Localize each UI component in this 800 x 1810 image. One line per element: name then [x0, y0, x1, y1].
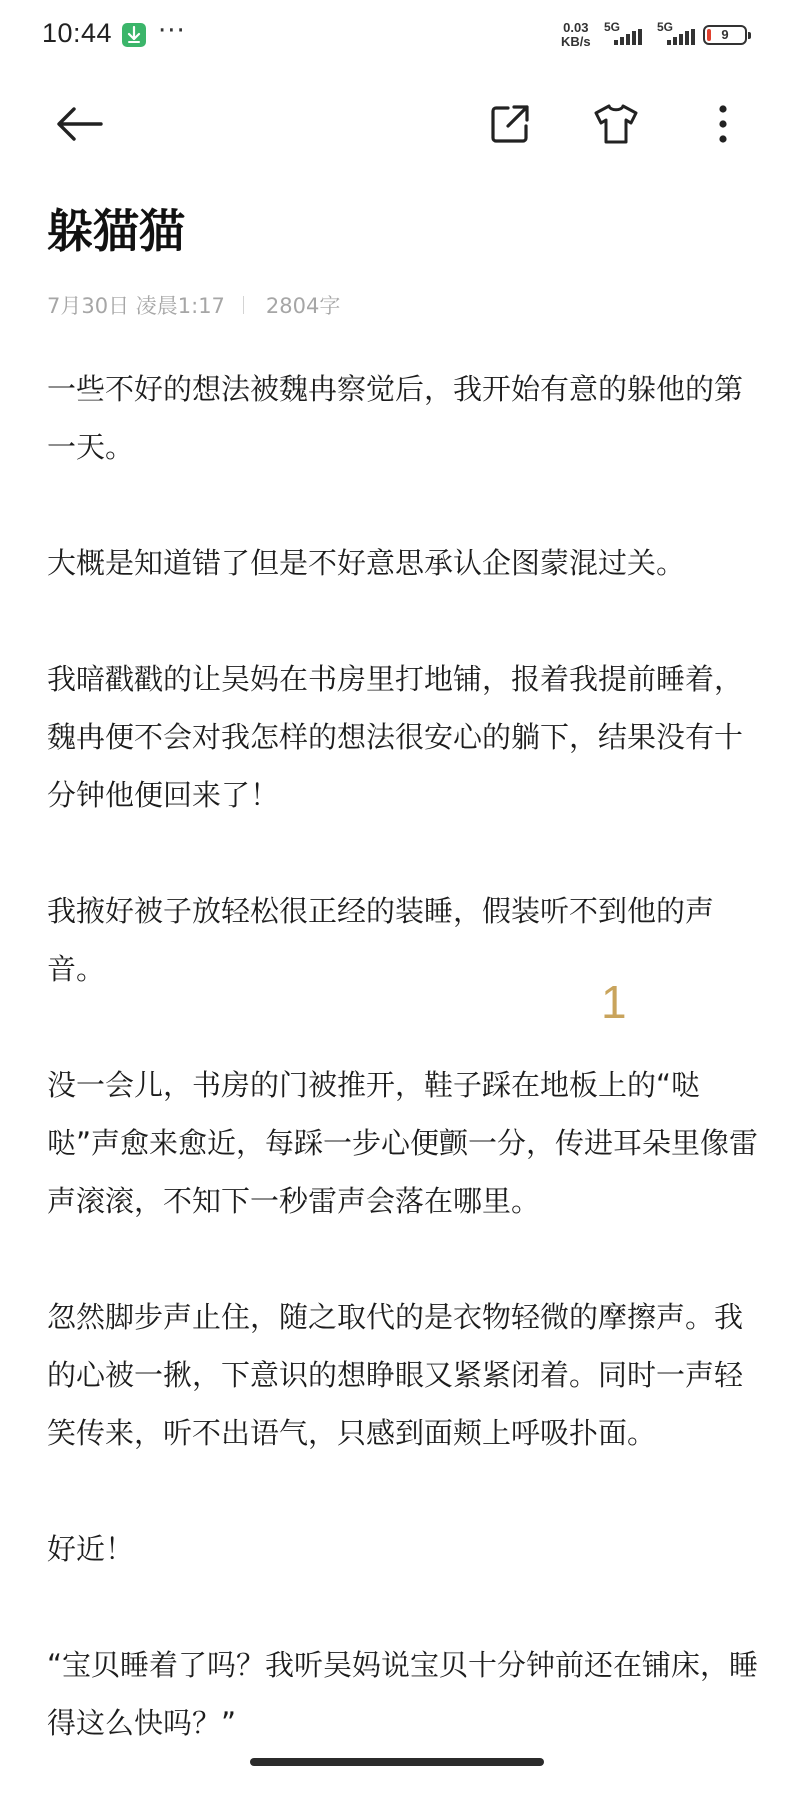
note-paragraph[interactable]: 没一会儿，书房的门被推开，鞋子踩在地板上的“哒哒”声愈来愈近，每踩一步心便颤一分，传进耳朵里像雷声滚滚，不知下一秒雷声会落在哪里。: [47, 1068, 759, 1218]
note-paragraph[interactable]: 好近！: [47, 1532, 135, 1566]
note-toolbar: [0, 82, 800, 172]
status-time: 10:44: [42, 18, 113, 48]
share-button[interactable]: [480, 94, 540, 154]
network-speed-unit: KB/s: [561, 34, 591, 49]
back-button[interactable]: [50, 94, 110, 154]
home-indicator[interactable]: [250, 1758, 544, 1766]
more-vertical-icon: [718, 104, 728, 144]
share-icon: [489, 103, 531, 145]
battery-icon: [703, 25, 747, 45]
sim2-signal-icon: [667, 29, 697, 45]
tshirt-icon: [593, 103, 639, 145]
network-speed-value: 0.03: [563, 20, 589, 35]
note-word-count: 2804字: [265, 294, 341, 318]
theme-button[interactable]: [586, 94, 646, 154]
overlay-number: 1: [601, 976, 627, 1028]
note-title[interactable]: 躲猫猫: [47, 204, 185, 258]
note-paragraph[interactable]: 我暗戳戳的让吴妈在书房里打地铺，报着我提前睡着，魏冉便不会对我怎样的想法很安心的躺下，结果没有十分钟他便回来了！: [47, 662, 744, 812]
note-meta: [47, 290, 340, 320]
network-speed: [561, 21, 591, 49]
sim1-network-type: 5G: [604, 20, 621, 34]
note-body[interactable]: [47, 360, 762, 1810]
battery-level: 9: [721, 27, 729, 42]
notification-more-icon: ···: [158, 16, 186, 46]
meta-divider: [243, 296, 244, 314]
download-arrow-icon: [122, 23, 146, 47]
back-arrow-icon: [55, 106, 105, 142]
sim2-network-type: 5G: [657, 20, 674, 34]
note-paragraph[interactable]: “宝贝睡着了吗？我听吴妈说宝贝十分钟前还在铺床，睡得这么快吗？”: [47, 1648, 759, 1740]
note-paragraph[interactable]: 大概是知道错了但是不好意思承认企图蒙混过关。: [47, 546, 686, 580]
note-paragraph[interactable]: 一些不好的想法被魏冉察觉后，我开始有意的躲他的第一天。: [47, 372, 744, 464]
status-bar: [0, 0, 800, 72]
note-paragraph[interactable]: 我掖好被子放轻松很正经的装睡，假装听不到他的声音。: [47, 894, 715, 986]
note-date: 7月30日 凌晨1:17: [47, 294, 225, 318]
more-menu-button[interactable]: [693, 94, 753, 154]
note-paragraph[interactable]: 忽然脚步声止住，随之取代的是衣物轻微的摩擦声。我的心被一揪，下意识的想睁眼又紧紧闭着。同时一声轻笑传来，听不出语气，只感到面颊上呼吸扑面。: [47, 1300, 744, 1450]
sim1-signal-icon: [614, 29, 642, 45]
